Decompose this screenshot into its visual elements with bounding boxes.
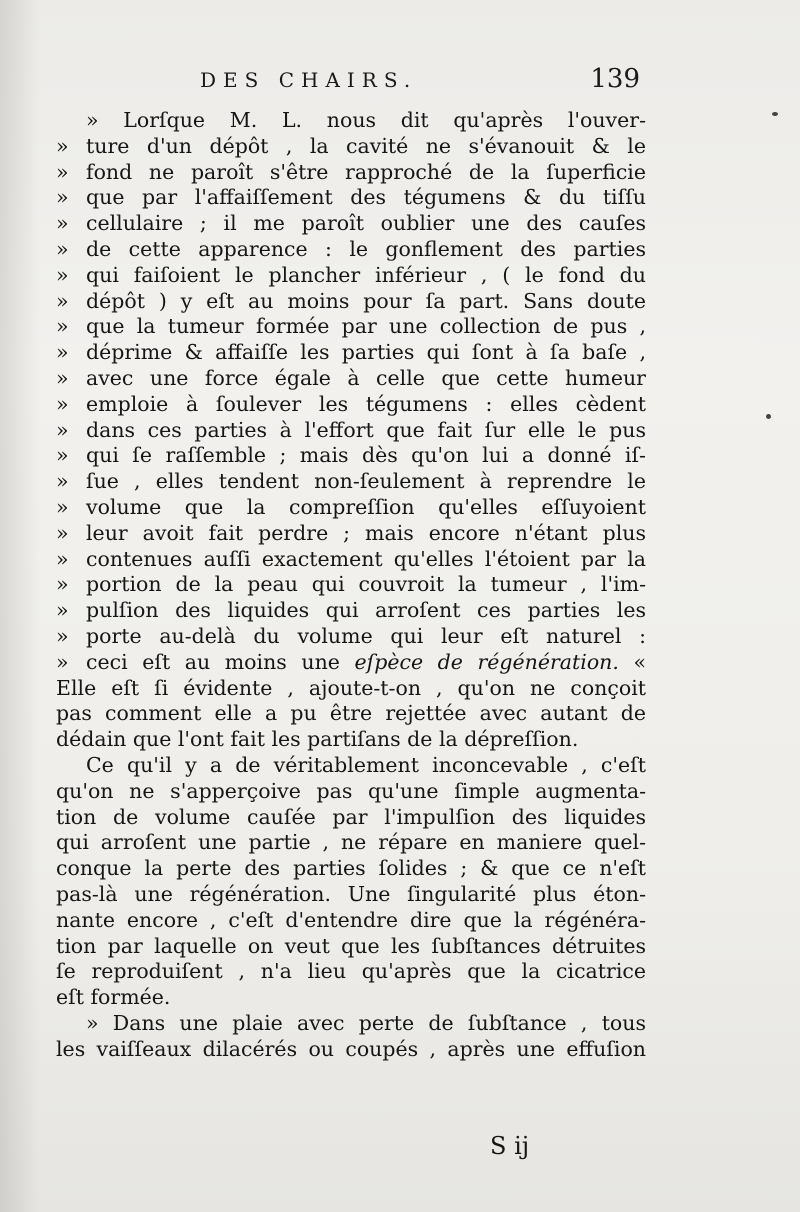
line-text: cellulaire ; il me paroît oublier une des cauſes (86, 211, 646, 236)
quote-mark: » (56, 133, 69, 158)
text-line (56, 289, 646, 315)
body-text (56, 108, 646, 1062)
text-line (56, 1011, 646, 1037)
text-line (56, 650, 646, 676)
text-line (56, 211, 646, 237)
running-head: DES CHAIRS. (200, 68, 418, 92)
line-text-after: « (618, 649, 647, 674)
line-text: ture d'un dépôt , la cavité ne s'évanouit & le (86, 133, 646, 158)
line-text: portion de la peau qui couvroit la tumeur , l'im- (86, 572, 646, 597)
text-line (56, 314, 646, 340)
line-text: avec une force égale à celle que cette humeur (86, 365, 646, 390)
line-text: leur avoit fait perdre ; mais encore n'étant plus (86, 520, 646, 545)
line-text: que par l'affaiſſement des tégumens & du tiſſu (86, 185, 646, 210)
line-text: » Lorſque M. L. nous dit qu'après l'ouver- (86, 108, 646, 132)
line-text: déprime & affaiſſe les parties qui ſont à ſa baſe , (86, 340, 646, 365)
text-line (56, 108, 646, 134)
quote-mark: » (56, 185, 69, 210)
text-line (56, 985, 646, 1011)
line-text: » Dans une plaie avec perte de ſubſtance , tous (86, 1010, 646, 1035)
text-line (56, 676, 646, 702)
line-text: dans ces parties à l'effort que fait ſur elle le pus (86, 417, 646, 442)
line-text: tion par laquelle on veut que les ſubſtances détruites (56, 933, 646, 958)
text-line (56, 134, 646, 160)
page-number: 139 (590, 64, 640, 94)
text-line (56, 1037, 646, 1063)
quote-mark: » (56, 288, 69, 313)
text-line (56, 908, 646, 934)
text-line (56, 469, 646, 495)
text-line (56, 521, 646, 547)
text-line (56, 340, 646, 366)
line-text: Ce qu'il y a de véritablement inconcevable , c'eſt (86, 752, 646, 777)
text-line (56, 934, 646, 960)
quote-mark: » (56, 340, 69, 365)
text-line (56, 263, 646, 289)
quote-mark: » (56, 159, 69, 184)
quote-mark: » (56, 598, 69, 623)
line-text: ſue , elles tendent non-ſeulement à reprendre le (86, 469, 646, 494)
line-text: qui faiſoient le plancher inférieur , ( le fond du (86, 262, 646, 287)
line-text: pas comment elle a pu être rejettée avec autant de (56, 701, 646, 726)
line-text: qui ſe raſſemble ; mais dès qu'on lui a donné iſ- (86, 443, 646, 468)
quote-mark: » (56, 649, 69, 674)
quote-mark: » (56, 365, 69, 390)
line-text: fond ne paroît s'être rapproché de la ſuperficie (86, 159, 646, 184)
text-line (56, 418, 646, 444)
line-text: ſe reproduiſent , n'a lieu qu'après que la cicatrice (56, 959, 646, 984)
paper-speck (772, 112, 778, 116)
text-line (56, 805, 646, 831)
line-text: pulſion des liquides qui arroſent ces parties les (86, 598, 646, 623)
text-line (56, 443, 646, 469)
line-text: conque la perte des parties ſolides ; & que ce n'eſt (56, 856, 646, 881)
quote-mark: » (56, 236, 69, 261)
text-line (56, 624, 646, 650)
paper-speck (766, 414, 771, 419)
quote-mark: » (56, 211, 69, 236)
line-text: contenues auſſi exactement qu'elles l'étoient par la (86, 546, 646, 571)
text-line (56, 727, 646, 753)
italic-text: eſpèce de régénération. (354, 649, 619, 674)
quote-mark: » (56, 443, 69, 468)
text-line (56, 366, 646, 392)
line-text: dédain que l'ont fait les partiſans de la dépreſſion. (56, 727, 579, 752)
text-line (56, 547, 646, 573)
text-line (56, 701, 646, 727)
line-text: Elle eſt ſi évidente , ajoute-t-on , qu'on ne conçoit (56, 675, 646, 700)
text-line (56, 237, 646, 263)
text-line (56, 856, 646, 882)
line-text: nante encore , c'eſt d'entendre dire que la régénéra- (56, 907, 646, 932)
line-text: qu'on ne s'apperçoive pas qu'une ſimple augmenta- (56, 778, 646, 803)
quote-mark: » (56, 494, 69, 519)
text-line (56, 830, 646, 856)
line-text: eſt formée. (56, 985, 171, 1010)
text-line (56, 779, 646, 805)
quote-mark: » (56, 623, 69, 648)
line-text: qui arroſent une partie , ne répare en maniere quel- (56, 830, 646, 855)
page-header (200, 62, 640, 102)
text-line (56, 160, 646, 186)
line-text: tion de volume cauſée par l'impulſion des liquides (56, 804, 646, 829)
signature-mark: S ij (490, 1132, 530, 1160)
line-text: les vaiſſeaux dilacérés ou coupés , après une effuſion (56, 1036, 646, 1061)
line-text: que la tumeur formée par une collection de pus , (86, 314, 646, 339)
quote-mark: » (56, 262, 69, 287)
text-line (56, 598, 646, 624)
line-text: emploie à ſoulever les tégumens : elles cèdent (86, 391, 646, 416)
line-text: de cette apparence : le gonflement des parties (86, 236, 646, 261)
quote-mark: » (56, 572, 69, 597)
line-text: ceci eſt au moins une (86, 649, 355, 674)
line-text: porte au-delà du volume qui leur eſt naturel : (86, 623, 646, 648)
text-line (56, 572, 646, 598)
text-line (56, 882, 646, 908)
line-text: pas-là une régénération. Une ſingularité plus éton- (56, 881, 646, 906)
quote-mark: » (56, 520, 69, 545)
quote-mark: » (56, 546, 69, 571)
line-text: dépôt ) y eſt au moins pour ſa part. Sans doute (86, 288, 646, 313)
line-text: volume que la compreſſion qu'elles eſſuyoient (86, 494, 646, 519)
text-line (56, 753, 646, 779)
text-line (56, 959, 646, 985)
quote-mark: » (56, 314, 69, 339)
quote-mark: » (56, 417, 69, 442)
text-line (56, 185, 646, 211)
text-line (56, 495, 646, 521)
quote-mark: » (56, 469, 69, 494)
quote-mark: » (56, 391, 69, 416)
text-line (56, 392, 646, 418)
